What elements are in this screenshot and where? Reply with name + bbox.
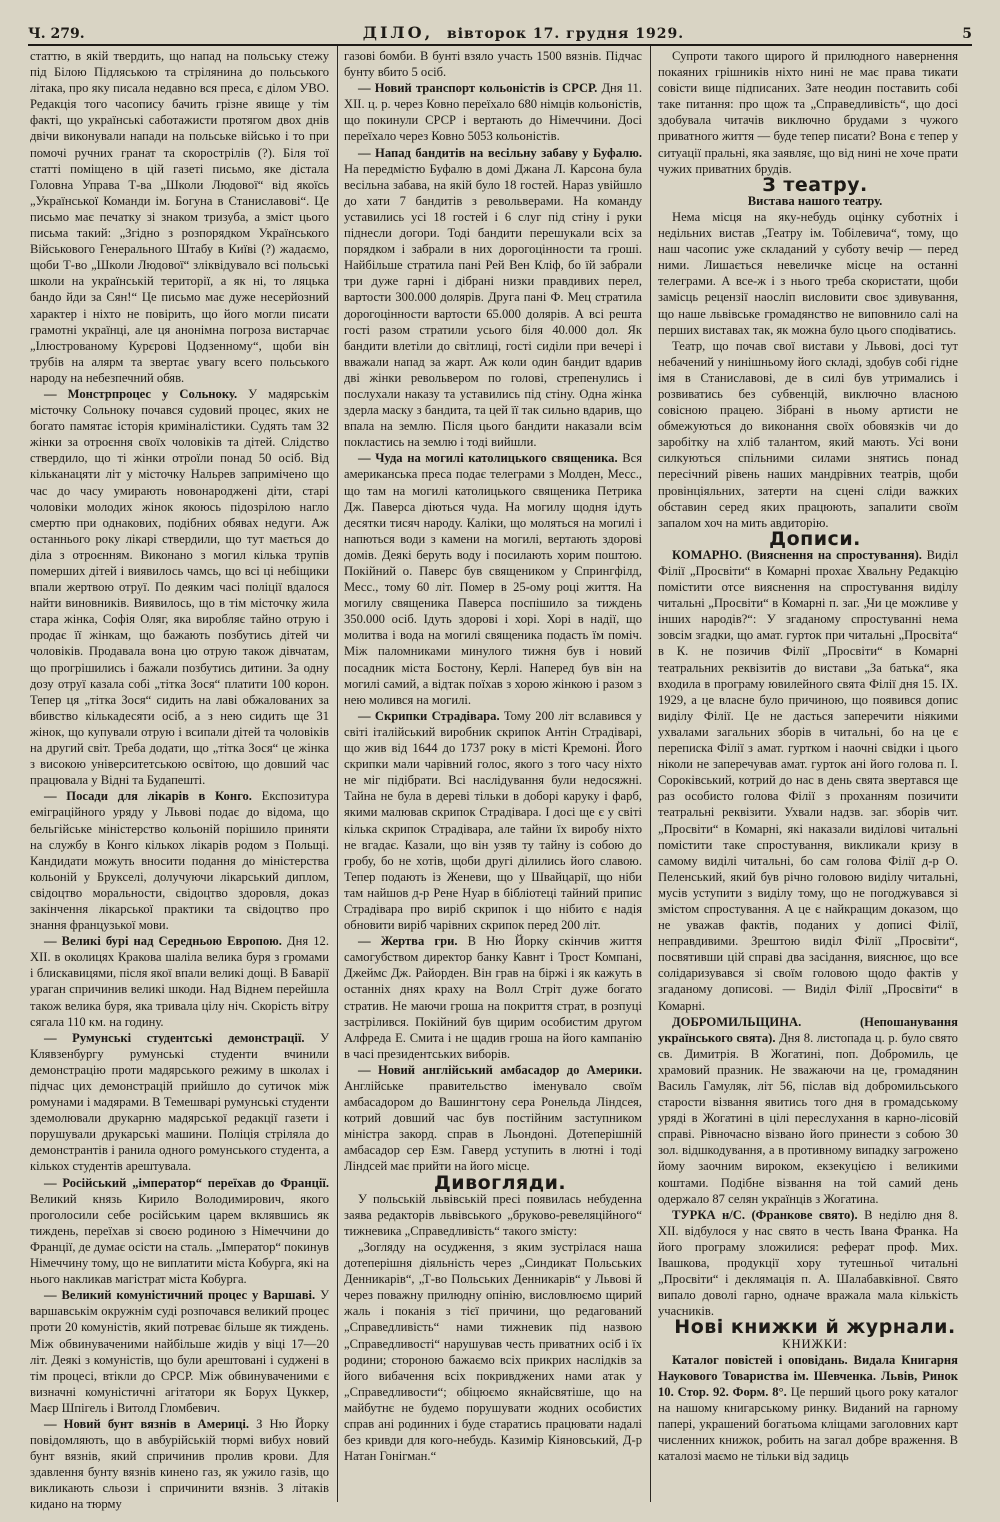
article-text: Театр, що почав свої вистави у Львові, досі тут небачений у нинішньому його складі, здобув собі гідне імя в Станиславові, де в силі був утримались і розвиватись без субвенцій, виключно власною совісною працею. Зібрані в ньому артисти не обмежуються до виконання своїх обовязків чи до заробітку на хліб талантом, який мають. Усі вони силкуються спільними силами знятись понад пересічний рівень наших мандрівних театрів, щоби провінціяльних, затерти на сцені сліди важких обставин серед яких працюють, запалити своїм запалом хоч на мить авдиторію. <box>658 338 958 530</box>
masthead <box>363 23 684 42</box>
article-paragraph <box>658 338 958 531</box>
article-text: У Клявзенбургу румунські студенти вчинили демонстрацію проти мадярського режиму в школах і підчас цих демонстрацій прийшло до сутичок між ромунами і мадярами. В Темешварі румунські студенти здемолювали друкарню мадярської редакції газети і порушували друкарські машини. Поліція стріляла до демонстрантів і ранила одного ромунського студента, а кількох студентів арештувала. <box>30 1030 329 1174</box>
article-title: КОМАРНО. (Вияснення на спростування). <box>672 547 922 562</box>
article-paragraph <box>344 1062 642 1175</box>
article-paragraph <box>344 933 642 1062</box>
article-text: Експозитура еміграційного уряду у Львові подає до відома, що бельгійське міністерство кольоній порішило приняти на службу в Конго кількох лікарів родом з Польщі. Кандидати можуть вносити подання до міністерства кольоній у Брукселі, долучуючи лікарський диплом, свідоцтво моральности, свідоцтво здоровля, доказ закінчення лікарської практики та свідоцтво про знання французької мови. <box>30 789 329 933</box>
newspaper-name: ДІЛО, <box>362 23 434 42</box>
article-paragraph <box>658 48 958 177</box>
article-text: Нема місця на яку-небудь оцінку суботніх і недільних вистав „Театру ім. Тобілевича“, тому, що наш часопис уже складаний у суботу вечір — перед ними. Лишається невеличке місце на останні телеграми. А все-ж і з нього треба скористати, щоби замісць рецензії наосліп висловити своє здивування, що наше львівське громадянство не виповнило салі на перших виставах так, як можна було цього сподіватись. <box>658 209 958 337</box>
article-text: Дня 11. XII. ц. р. через Ковно переїхало 680 німців кольоністів, що покинули СРСР і вертають до Німеччини. Досі переїхало через Ковно 5053 кольоністів. <box>344 81 642 144</box>
column-rule <box>650 46 651 1502</box>
article-text: В Ню Йорку скінчив життя самогубством директор банку Кавнт і Трост Компані, Джеймс Дж. Райорден. Він грав на біржі і як кажуть в останніх днях краху на Волл Стріт дуже богато стратив. Не маючи гроша на покриття страт, в розпуці застрілився. Покійний був щирим особистим другом Алфреда Е. Смита і не щадив гроша на його кампанію в часі президентських виборів. <box>344 934 642 1061</box>
article-paragraph <box>658 209 958 338</box>
article-paragraph <box>344 145 642 451</box>
article-paragraph <box>658 1352 958 1465</box>
article-paragraph <box>658 547 958 1014</box>
page-number: 5 <box>962 26 972 42</box>
page-header <box>28 20 972 46</box>
article-title: — Великий комуністичний процес у Варшаві. <box>44 1288 316 1303</box>
article-paragraph <box>30 1030 329 1175</box>
article-title: — Новий транспорт кольоністів із СРСР. <box>358 81 598 96</box>
article-text: Англійське правительство іменувало своїм амбасадором до Вашингтону сера Ронельда Ліндсея, котрий довший час був постійним заступником міністра закорд. справ в Льондоні. Дотеперішній амбасадор сер Езм. Гаверд уступить в лютні і тоді Ліндсей має прийти на його місце. <box>344 1079 642 1174</box>
column-3 <box>658 48 958 1504</box>
article-paragraph <box>344 1239 642 1464</box>
article-text: Супроти такого щирого й прилюдного навернення покаяних грішників ніхто нині не має права тикати совісти вище підписаних. Зате неодин поставить собі таке питання: про щож та „Справедливість“, що досі здобувала читачів виключно брудами з чужого приватного життя — буде тепер писати? Вона є тепер у ситуації пральні, яка заявляє, що від нині не хоче прати чужих приватних брудів. <box>658 49 958 176</box>
issue-date: вівторок 17. грудня 1929. <box>447 26 685 42</box>
article-title: — Новий бунт вязнів в Америці. <box>44 1416 249 1431</box>
section-heading: Нові книжки й журнали. <box>674 1316 956 1339</box>
article-title: — Скрипки Страдівара. <box>358 708 500 723</box>
issue-number: Ч. 279. <box>28 26 85 42</box>
article-paragraph <box>344 80 642 144</box>
subsection-heading: Вистава нашого театру. <box>747 193 883 208</box>
article-paragraph <box>344 48 642 80</box>
article-paragraph <box>344 450 642 708</box>
article-title: — Румунські студентські демонстрації. <box>44 1030 305 1045</box>
article-paragraph <box>344 1191 642 1239</box>
article-title: — Напад бандитів на весільну забаву у Буфалю. <box>358 145 642 160</box>
article-title: — Великі бурі над Середньою Европою. <box>44 934 282 949</box>
article-paragraph <box>344 708 642 933</box>
article-paragraph <box>658 1014 958 1207</box>
article-text: Вся американська преса подає телеграми з Молден, Месс., що там на могилі католицького священика Петрика Дж. Паверса діються чуда. На могилу щодня ідуть десятки тисяч народу. Каліки, що моляться на могилі і напються води з камени на могилі, вертають здорові домів. Деякі беруть воду і посилають хорим поштою. Покійний о. Паверс був священиком у Спрингфілд, Месс., тому 60 літ. Помер в 25-ому році життя. На могилу священика Паверса поспішило за тиждень 350.000 осіб. Ідуть здорові і хорі. Хорі в надії, що молитва і вода на могилі священика подасть їм поміч. Між паломниками минулого тижня був і новий посадник міста Бостону, Керлі. Наперед був він на могилі самий, а відтак поїхав з хорою жінкою і разом з нею молився на могилі. <box>344 451 642 707</box>
article-title: — Посади для лікарів в Конго. <box>44 789 252 804</box>
article-text: газові бомби. В бунті взяло участь 1500 вязнів. Підчас бунту вбито 5 осіб. <box>344 49 642 80</box>
article-text: З Ню Йорку повідомляють, що в авбурійській тюрмі вибух новий бунт вязнів, який спричинив пролив крови. Для здавлення бунту вязнів кинено газ, як ужило газів, що викликають сльози і спричинити вязнів. З літаків кидано на тюрму <box>30 1416 330 1512</box>
article-paragraph <box>658 1207 958 1320</box>
article-paragraph <box>30 788 329 933</box>
article-title: — Новий англійський амбасадор до Америки. <box>358 1062 642 1077</box>
column-2 <box>344 48 642 1504</box>
section-heading: Дивогляди. <box>433 1171 567 1194</box>
column-rule <box>337 46 338 1502</box>
article-text: статтю, в якій твердить, що напад на польську стежу під Білою Підляською та стрілянина до польського літака, про яку писала недавно вся преса, є ділом УВО. Редакція того часопису бачить грізне явище у тім факті, що українські саботажисти протягом двох днів двічи виконували напади на польське військо і то при помочі ручних гранат та скорострілів (?). Біля тої статті поміщено в цій газеті письмо, яке дістала Головна Управа Т-ва „Школи Людової“ від якоїсь „Української Команди ім. Богуна в Станиславові“. Це письмо має печатку зі знаком тризуба, а зміст цього письма такий: „Згідно з розпорядком Українського Військового Генерального Штабу в Київі (?) жадаємо, щоби Т-во „Школи Людової“ зліквідувало всі польські школи на українській території, а як ні, то ляцька бандо йди за Сян!“ Це письмо має дуже несерйозний характер і ніхто не повірить, що його могли писати грамотні українці, але ця анонімна погроза вистарчає „Ілюстрованому Курєрові Цодзенному“, щоби він трубів на алярм та звертає увагу всего польського народу на небезпечний обяв. <box>30 49 329 385</box>
article-text: На передмістю Буфалю в домі Джана Л. Карсона була весільна забава, на якій було 18 гостей. Нараз увійшло до хати 7 бандитів з револьверами. На команду уставились усі 18 гостей і 6 слуг під стіну і руки піднесли догори. Тоді бандити перешукали всіх за порядком і забрали в них дорогоцінности та гроші. Найбільше стратила пані Рей Вен Кліф, бо їй забрали три дуже гарні і дібрані низки правдивих перел, вартости 300.000 долярів. Друга пані Ф. Мец стратила дорогоцінности вартости 65.000 долярів. А всі решта гості разом стратили усього біля 40.000 дол. Як бандити влетіли до світлиці, гості сиділи при вечері і вважали напад за жарт. Аж коли один бандит вдарив дві жінки револьвером по голові, стрепенулись і послухали наказу та уставились під стіну. Одна жінка здерла маску з бандита, та цей її так сильно вдарив, що впала на землю. Після цього бандити наказали всім покластись на землю і тоді вийшли. <box>344 161 642 450</box>
section-heading: З театру. <box>762 173 868 196</box>
article-text: У мадярськім місточку Сольноку почався судовий процес, яких не богато памятає історія криміналістики. Судять там 32 жінки за отроєння своїх чоловіків та дітей. Слідство ствердило, що ті жінки отроїли понад 50 осіб. Від кільканацяти літ у місточку Нальрев заприміченo що час до часу умирають новонароджені діти, старі чоловіки молодих жінок якоюсь підозрілою нагло смертю при однакових, подібних обявах недуги. Аж останнього року лікарі ствердили, що тут мається до діла з отроєнням. Виконано з могил кілька трупів померших дітей і виявилось чамсь, що всі ці небіщики впали жертвою отруї. По деяким часі поліції вдалося найти виновників. Виявилось, що в тім місточку жила стара жінка, Софія Оляг, яка виробляє тайно отрую і продає її жінкам, що бажають позбутись дітей чи чоловіків. Продавала вона цю отрую також дівчатам, що прогрішились і бажали позбутись дитини. За одну дозу отруї казала собі „тітка Зося“ платити 100 корон. Тепер ця „тітка Зося“ сидить на лаві обжалованих за вбивство кількадесяти осіб, а з нею сидить ще 31 жінок, що купували отрую і всипали дітей та чоловіків на другий світ. Треба додати, що „тітка Зося“ це жінка з високою університетською освітою, що довший час працювала у Відні та Будапешті. <box>30 386 329 788</box>
article-text: „Зогляду на осудження, з яким зустрілася наша дотеперішня діяльність через „Синдикат Польських Денникарів“, „Т-во Польських Денникарів“ у Львові й через поважну прилюдну опінію, висловлюємо щирий жаль і поканія з тієї причини, що редагований „Справедливість“ нами тижневик під назвою „Справедливості“ нарушував честь приватних осіб і їх родини; стороною бажаємо всіх прикрих наслідків за його вибачення всіх покривджених нами атак у „Справедливости“; обіцюємо якнайсвятіше, що на майбутнє не будемо порушувати жодних особистих справ ані родинних і буде старатись працювати надалі без кривди для кого-небудь. Казимір Кіяновський, Д-р Натан Гонігман.“ <box>344 1239 642 1464</box>
article-title: — Російський „імператор“ переїхав до Франції. <box>44 1175 329 1190</box>
article-text: У польській львівській пресі появилась небуденна заява редакторів львівського „бруково-ревеляційного“ тижневика „Справедливість“ такого змісту: <box>344 1191 642 1238</box>
article-paragraph <box>30 1287 329 1416</box>
article-text: Великий князь Кирило Володимирович, якого проголосили себе російським царем вклявшись як тиждень, переїхав зі своєю родиною з Німеччини до Франції, де думає осісти на сталь. „Імператор“ покинув Німеччину тому, що не виплатити міста Кобурга, які на нього накликав магістрат міста Кобурга. <box>30 1191 329 1287</box>
article-paragraph <box>30 1416 329 1513</box>
article-title: — Монстрпроцес у Сольноку. <box>44 386 238 401</box>
article-paragraph <box>30 386 329 788</box>
article-paragraph <box>30 48 329 386</box>
article-title: — Жертва гри. <box>358 934 458 949</box>
article-title: — Чуда на могилі католицького священика. <box>358 451 618 466</box>
article-title: Каталог повістей і оповідань. Видала Книгарня Наукового Товариства ім. Шевченка. Львів, Ринок 10. Стор. 92. Форм. 8°. <box>658 1352 958 1399</box>
article-text: Це перший цього року каталог на нашому книгарському ринку. Виданий на гарному папері, украшений богатьома кліщами заголовних карт численних книжок, робить на загал добре враження. В каталозі маємо не тільки від задиць <box>658 1384 958 1464</box>
article-paragraph <box>30 933 329 1030</box>
article-text: Тому 200 літ вславився у світі італійський виробник скрипок Антін Страдіварі, що жив від 1644 до 1737 року в місті Кремоні. Його скрипки мали чарівний голос, якого з того часу ніхто не міг підібрати. Всі наслідування були недосяжні. Тайна не була в дереві тільки в доборі каруку і фарб, якими малював скрипок Страдівара. І досі ще є у світі кілька скрипок Страдівара, але тайни їх виробу ніхто не вгадає. Казали, що він узяв ту тайну із собою до гробу, бо не хотів, щоби другі ділились його славою. Тепер подають із Женеви, що у Швайцарії, що ніби там найшов д-р Рене Нуар в бібліотеці тайний припис Страдівара про виріб скрипок і що нібито є надія обновити виріб чарівних скрипок перед 200 літ. <box>344 708 642 933</box>
article-paragraph <box>30 1175 329 1288</box>
subsection-heading: КНИЖКИ: <box>782 1336 848 1351</box>
column-1 <box>30 48 330 1512</box>
section-heading: Дописи. <box>769 527 861 550</box>
article-text: Дня 12. XII. в околицях Кракова шаліла велика буря з громами і блискавицями, після якої впали великі дощі. В Баварії ураган спричинив великі шкоди. Над Віднем перейшла також велика буря, яка тривала цілу ніч. Скорість вітру сягала 110 км. на годину. <box>30 934 329 1029</box>
article-title: ТУРКА н/С. (Франкове свято). <box>672 1207 858 1222</box>
article-text: У варшавськім окружнім суді розпочався великий процес проти 20 комуністів, який потреває більше як тиждень. Між обвинуваченими найбільше жидів у віці 17—20 літ. Деякі з комуністів, що були арештовані і суджені в тім процесі, втікли до СРСР. Між обвинуваченими є визначні комуністичні агітатори як Борух Цуккер, Маєр Шпігель і Витолд Гломбевич. <box>30 1288 329 1415</box>
article-text: Виділ Філії „Просвіти“ в Комарні прохає Хвальну Редакцію помістити отсе вияснення на спростування виділу читальні „Просвіти“ в Комарні п. заг. „Чи це можливе у інших народів?“: У згаданому спростуванні нема зовсім згадки, що амат. гурток при читальні „Просвіта“ в К. не позичив Філії „Просвіти“ в Комарні театральних реквізитів до вистави „За батька“, яка входила в програму ювилейного свята Філії дня 15. IX. 1929, а це власне було причиною, що появився допис виділу Філії. Це не дасться заперечити ніякими ухвалами загальних зборів в читальні, бо на це є переписка Філії з амат. гуртком і наочні свідки і цього ніколи не заперечував амат. гурток ані його голова п. І. Сороківський, котрий до нас в день свята звертався ще раз особисто голова Філії з проханням позичити театральні реквізити. Ухвали надзв. заг. зборів чит. „Просвіти“ в Комарні, які наказали виділові читальні помістити таке спростування, викликали кризу в самому виділі читальні, бо сам голова Філії д-р О. Пеленський, який був річно головою виділу читальні, мусів уступити з виділу тому, що не погоджувався зі змістом спростування. А це є найкращим доказом, що не уважав фактів, поданих у дописі Філії, неправдивими. Зрештою виділ Філії „Просвіти“, посвятивши цій справі два засідання, вияснює, що все солідаризувався зі своїм головою щодо фактів у згаданому дописові. — Виділ Філії „Просвіти“ в Комарні. <box>658 547 958 1013</box>
article-title: ДОБРОМИЛЬЩИНА. (Непошанування українського свята). <box>658 1014 958 1045</box>
article-text: Дня 8. листопада ц. р. було свято св. Димитрія. В Жогатині, поп. Добромиль, це храмовий празник. Не зважаючи на це, громадянин Василь Гамуляк, літ 56, післав від добромильського старости візвання явитись того дня в громадському уряді в Жогатині в цілі переслухання в карно-лісовій справі. Рівночасно візвано його принести з собою 30 зол. відшкодування, а в противному випадку загрожено йому заочним вироком, екзекуцією і великими коштами. Подібне візвання на той самий день одержало 87 селян українців з Жогатина. <box>658 1030 958 1206</box>
article-text: В неділю дня 8. XII. відбулося у нас свято в честь Івана Франка. На його програму зложилися: реферат проф. Мих. Івашкова, продукції хору тутешньої читальні „Просвіти“ і деклямація п. А. Шалабавківної. Свято випало доволі гарно, одначе вражала мала кількість учасників. <box>658 1207 958 1319</box>
